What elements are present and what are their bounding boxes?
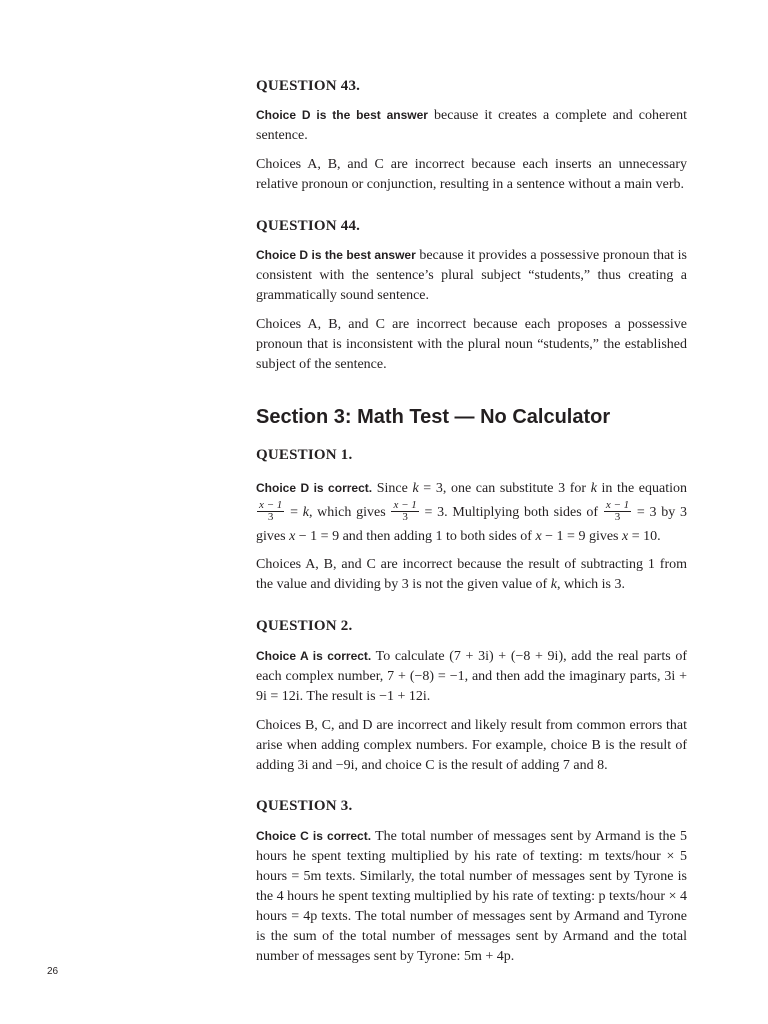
question-44-explanation: Choices A, B, and C are incorrect because each proposes a possessive pronoun that is inconsistent with the plural noun “students,” the established subject of the sentence.: [256, 317, 687, 372]
fraction: [391, 500, 418, 523]
question-1-explanation: [256, 555, 687, 595]
question-3-answer: [256, 826, 687, 967]
fraction-numerator: x − 1: [605, 499, 630, 512]
answer-text: because it creates a complete and coherent sentence.: [256, 108, 688, 143]
fraction: [604, 500, 631, 523]
text-run: =: [290, 505, 298, 520]
variable-x: x: [289, 529, 296, 544]
question-43-answer: [256, 105, 687, 146]
section-title: Section 3: Math Test — No Calculator: [256, 406, 611, 428]
fraction-denominator: 3: [267, 511, 274, 524]
page-number: 26: [47, 966, 59, 977]
variable-x: x: [622, 529, 629, 544]
variable-k: k: [590, 481, 597, 496]
question-2-heading: QUESTION 2.: [256, 618, 353, 634]
answer-lead: Choice A is correct.: [256, 649, 372, 663]
fraction-denominator: 3: [614, 511, 621, 524]
question-44-heading: QUESTION 44.: [256, 218, 361, 234]
question-3-heading: QUESTION 3.: [256, 798, 353, 814]
text-run: , which gives: [308, 505, 386, 520]
answer-text: To calculate (7 + 3i) + (−8 + 9i), add the real parts of each complex number, 7 + (−8) = −1, and then add the imaginary parts, 3i + 9i = 12i. The result is −1 + 12i.: [256, 649, 687, 704]
fraction-numerator: x − 1: [393, 499, 417, 512]
question-43-explanation: Choices A, B, and C are incorrect because each inserts an unnecessary relative pronoun or conjunction, resulting in a sentence without a main verb.: [256, 157, 687, 192]
variable-k: k: [302, 505, 309, 520]
variable-k: k: [550, 577, 557, 592]
text-run: = 3, one can substitute 3 for: [423, 481, 587, 496]
question-1-heading: QUESTION 1.: [256, 447, 353, 463]
fraction-numerator: x − 1: [259, 499, 283, 512]
text-run: − 1 = 9 gives: [545, 529, 619, 544]
answer-lead: Choice D is the best answer: [256, 108, 428, 122]
fraction: [257, 500, 284, 523]
text-run: = 10.: [631, 529, 661, 544]
answer-text: The total number of messages sent by Armand is the 5 hours he spent texting multiplied by his rate of texting: m texts/hour × 5 hours = 5m texts. Similarly, the total number of messages sent by Tyrone is the 4 hours he spent texting multiplied by his rate of texting: p texts/hour × 4 hours = 4p texts. The total number of messages sent by Armand and Tyrone is the sum of the total number of messages sent by Armand and the total number of messages sent by Tyrone: 5m + 4p.: [256, 829, 687, 964]
question-1-answer: [256, 476, 687, 549]
answer-lead: Choice D is the best answer: [256, 248, 416, 262]
text-run: Since: [376, 481, 408, 496]
text-run: = 3 by 3 gives: [256, 505, 688, 544]
text-run: − 1 = 9 and then adding 1 to both sides of: [298, 529, 532, 544]
question-43-heading: QUESTION 43.: [256, 78, 361, 94]
text-run: in the equation: [601, 481, 687, 496]
text-run: = 3. Multiplying both sides of: [424, 505, 599, 520]
text-run: , which is 3.: [556, 577, 625, 592]
answer-lead: Choice C is correct.: [256, 829, 372, 843]
variable-k: k: [412, 481, 419, 496]
fraction-denominator: 3: [402, 511, 408, 524]
variable-x: x: [535, 529, 542, 544]
question-44-answer: [256, 245, 687, 306]
answer-text: because it provides a possessive pronoun that is consistent with the sentence’s plural subject “students,” thus creating a grammatically sound sentence.: [256, 248, 687, 303]
text-run: Choices A, B, and C are incorrect because the result of subtracting 1 from the value and dividing by 3 is not the given value of: [256, 557, 687, 592]
answer-lead: Choice D is correct.: [256, 481, 373, 495]
question-2-explanation: Choices B, C, and D are incorrect and likely result from common errors that arise when adding complex numbers. For example, choice B is the result of adding 3i and −9i, and choice C is the result of adding 7 and 8.: [256, 718, 687, 773]
question-2-answer: [256, 646, 687, 707]
